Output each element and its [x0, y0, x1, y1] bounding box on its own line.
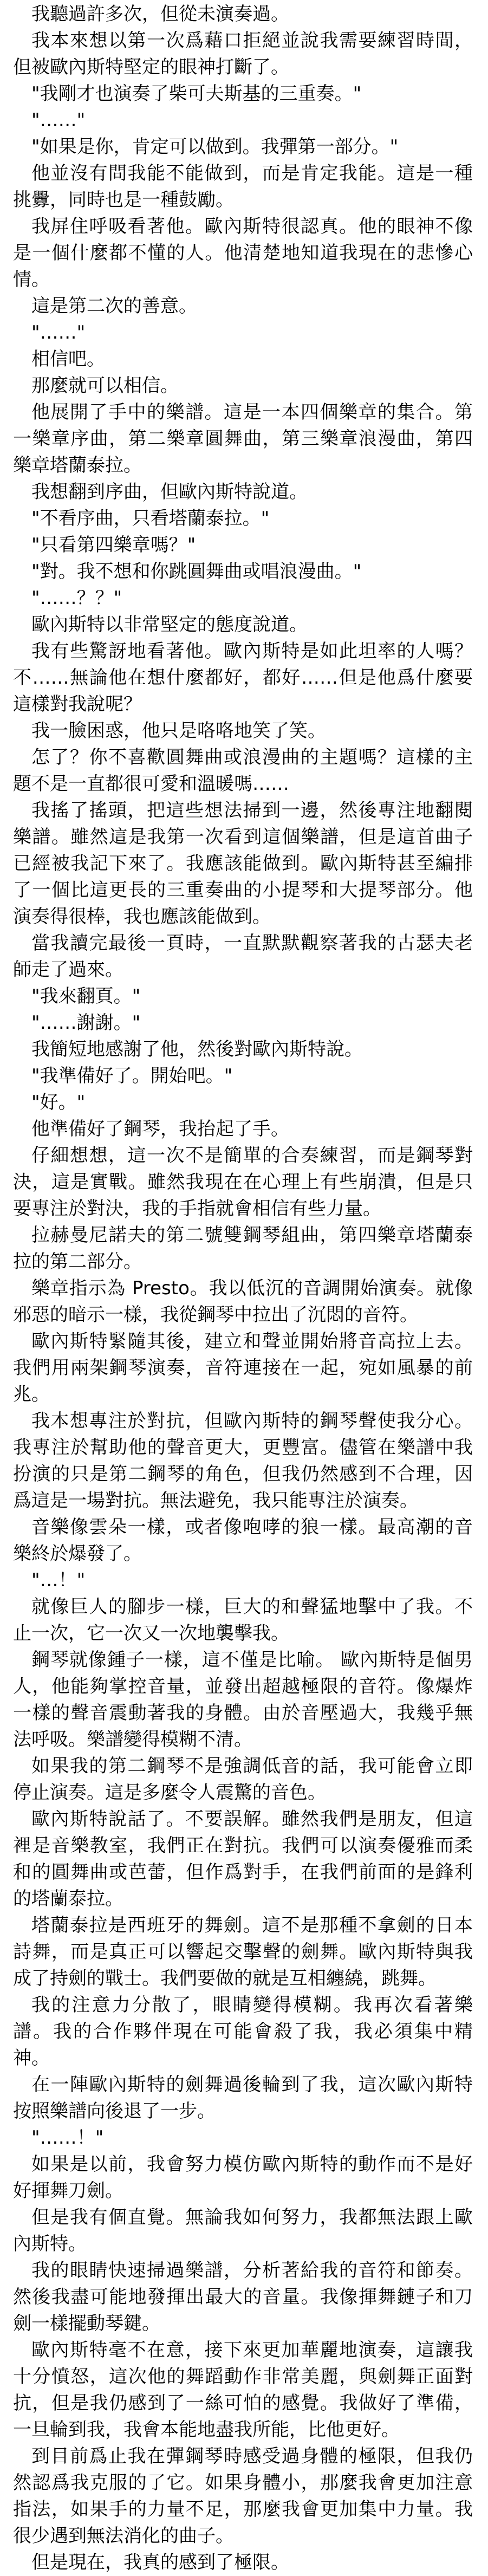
paragraph: "……？？" — [31, 587, 122, 609]
paragraph: 歐內斯特緊隨其後，建立和聲並開始將音高拉上去。我們用兩架鋼琴演奏，音符連接在一起，宛如風暴的前兆。 — [13, 1331, 473, 1405]
paragraph: "……" — [31, 109, 86, 131]
story-text — [13, 1, 473, 2576]
paragraph: 當我讀完最後一頁時，一直默默觀察著我的古瑟夫老師走了過來。 — [13, 932, 473, 981]
paragraph: 怎了？你不喜歡圓舞曲或浪漫曲的主題嗎？這樣的主題不是一直都很可愛和溫暖嗎…… — [13, 747, 473, 795]
paragraph: 這是第二次的善意。 — [31, 295, 197, 317]
paragraph: 歐內斯特毫不在意，接下來更加華麗地演奏，這讓我十分憤怒，這次他的舞蹈動作非常美麗，與劍舞正面對抗，但是我仍感到了一絲可怕的感覺。我做好了準備，一旦輪到我，我會本能地盡我所能，比他更好。 — [13, 2339, 473, 2441]
paragraph: 我簡短地感謝了他，然後對歐內斯特說。 — [31, 1039, 363, 1060]
paragraph: 我有些驚訝地看著他。歐內斯特是如此坦率的人嗎？不……無論他在想什麼都好，都好……但是他爲什麼要這樣對我說呢？ — [13, 640, 473, 715]
paragraph: 我的眼睛快速掃過樂譜，分析著給我的音符和節奏。然後我盡可能地發揮出最大的音量。我像揮舞鏈子和刀劍一樣擺動琴鍵。 — [13, 2260, 473, 2334]
paragraph: "……！" — [31, 2127, 104, 2149]
paragraph: 我的注意力分散了，眼睛變得模糊。我再次看著樂譜。我的合作夥伴現在可能會殺了我，我必須集中精神。 — [13, 1994, 473, 2069]
paragraph: 就像巨人的腳步一樣，巨大的和聲猛地擊中了我。不止一次，它一次又一次地襲擊我。 — [13, 1596, 473, 1644]
paragraph: 我想翻到序曲，但歐內斯特說道。 — [31, 481, 308, 503]
paragraph: 我搖了搖頭，把這些想法掃到一邊，然後專注地翻閱樂譜。雖然這是我第一次看到這個樂譜，但是這首曲子已經被我記下來了。我應該能做到。歐內斯特甚至編排了一個比這更長的三重奏曲的小提琴和大提琴部分。他演奏得很棒，我也應該能做到。 — [13, 800, 473, 927]
paragraph: "我準備好了。開始吧。" — [31, 1065, 233, 1087]
paragraph: "對。我不想和你跳圓舞曲或唱浪漫曲。" — [31, 561, 362, 582]
paragraph: 相信吧。 — [31, 348, 105, 370]
paragraph: 拉赫曼尼諾夫的第二號雙鋼琴組曲，第四樂章塔蘭泰拉的第二部分。 — [13, 1224, 473, 1273]
paragraph: 音樂像雲朵一樣，或者像咆哮的狼一樣。最高潮的音樂終於爆發了。 — [13, 1516, 473, 1565]
paragraph: 我本來想以第一次爲藉口拒絕並說我需要練習時間，但被歐內斯特堅定的眼神打斷了。 — [13, 30, 473, 78]
paragraph: 如果我的第二鋼琴不是強調低音的話，我可能會立即停止演奏。這是多麼令人震驚的音色。 — [13, 1755, 473, 1803]
paragraph: 那麼就可以相信。 — [31, 375, 179, 397]
paragraph: 在一陣歐內斯特的劍舞過後輪到了我，這次歐內斯特按照樂譜向後退了一步。 — [13, 2074, 473, 2122]
paragraph: "……謝謝。" — [31, 1012, 141, 1034]
paragraph: 他準備好了鋼琴，我抬起了手。 — [31, 1118, 289, 1140]
paragraph: "……" — [31, 322, 86, 343]
paragraph: 我本想專注於對抗，但歐內斯特的鋼琴聲使我分心。我專注於幫助他的聲音更大，更豐富。儘管在樂譜中我扮演的只是第二鋼琴的角色，但我仍然感到不合理，因爲這是一場對抗。無法避免，我只能專注於演奏。 — [13, 1410, 473, 1511]
paragraph: "我來翻頁。" — [31, 985, 141, 1007]
paragraph: 仔細想想，這一次不是簡單的合奏練習，而是鋼琴對決，這是實戰。雖然我現在在心理上有些崩潰，但是只要專注於對決，我的手指就會相信有些力量。 — [13, 1145, 473, 1219]
paragraph: "不看序曲，只看塔蘭泰拉。" — [31, 508, 270, 529]
paragraph: "好。" — [31, 1092, 86, 1113]
paragraph: 但是我有個直覺。無論我如何努力，我都無法跟上歐內斯特。 — [13, 2207, 473, 2255]
paragraph: 我聽過許多次，但從未演奏過。 — [31, 3, 289, 25]
paragraph: 如果是以前，我會努力模仿歐內斯特的動作而不是好好揮舞刀劍。 — [13, 2153, 473, 2202]
paragraph: 鋼琴就像鍾子一樣，這不僅是比喻。 歐內斯特是個男人，他能夠掌控音量，並發出超越極限的音符。像爆炸一樣的聲音震動著我的身體。由於音壓過大，我幾乎無法呼吸。樂譜變得模糊不清。 — [13, 1649, 473, 1750]
paragraph: 樂章指示為 Presto。我以低沉的音調開始演奏。就像邪惡的暗示一樣，我從鋼琴中拉出了沉悶的音符。 — [13, 1277, 473, 1326]
paragraph: "我剛才也演奏了柴可夫斯基的三重奏。" — [31, 83, 362, 105]
paragraph: 到目前爲止我在彈鋼琴時感受過身體的極限，但我仍然認爲我克服的了它。如果身體小，那麼我會更加注意指法，如果手的力量不足，那麼我會更加集中力量。我很少遇到無法消化的曲子。 — [13, 2445, 473, 2547]
paragraph: 但是現在，我真的感到了極限。 — [31, 2552, 289, 2573]
paragraph: 他展開了手中的樂譜。這是一本四個樂章的集合。第一樂章序曲，第二樂章圓舞曲，第三樂章浪漫曲，第四樂章塔蘭泰拉。 — [13, 401, 473, 476]
paragraph: "只看第四樂章嗎？" — [31, 534, 196, 556]
paragraph: "…！" — [31, 1569, 86, 1591]
paragraph: 我屏住呼吸看著他。歐內斯特很認真。他的眼神不像是一個什麼都不懂的人。他清楚地知道我現在的悲慘心情。 — [13, 216, 473, 290]
paragraph: 塔蘭泰拉是西班牙的舞劍。這不是那種不拿劍的日本詩舞，而是真正可以響起交擊聲的劍舞。歐內斯特與我成了持劍的戰士。我們要做的就是互相纏繞，跳舞。 — [13, 1915, 473, 1989]
paragraph: "如果是你，肯定可以做到。我彈第一部分。" — [31, 136, 399, 158]
paragraph: 歐內斯特以非常堅定的態度說道。 — [31, 614, 308, 635]
paragraph: 歐內斯特說話了。不要誤解。雖然我們是朋友，但這裡是音樂教室，我們正在對抗。我們可以演奏優雅而柔和的圓舞曲或芭蕾，但作爲對手，在我們前面的是鋒利的塔蘭泰拉。 — [13, 1808, 473, 1910]
paragraph: 我一臉困惑，他只是咯咯地笑了笑。 — [31, 720, 326, 742]
paragraph: 他並沒有問我能不能做到，而是肯定我能。這是一種挑釁，同時也是一種鼓勵。 — [13, 163, 473, 211]
